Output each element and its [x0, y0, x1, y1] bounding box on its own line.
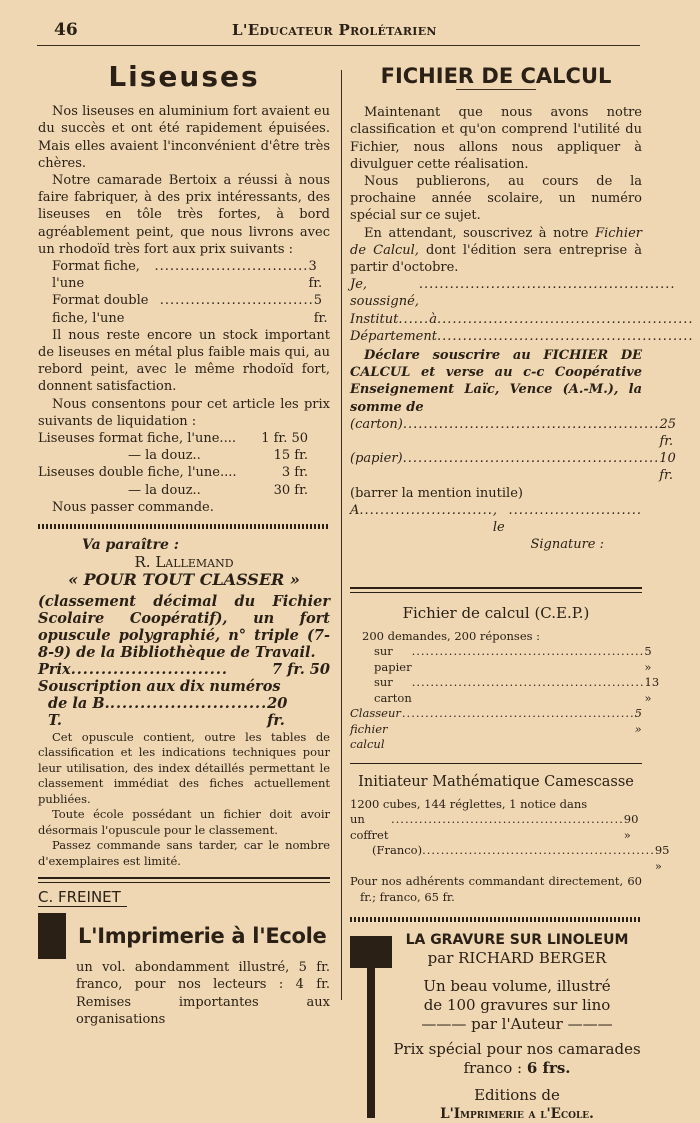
liq-label: — la douz..	[128, 482, 201, 498]
form-label: A	[350, 502, 360, 518]
subs-label: de la B. T.	[48, 695, 110, 730]
item-value: 5 »	[644, 644, 652, 674]
section-divider	[350, 917, 642, 922]
cep-list	[350, 628, 660, 753]
price-row-1	[38, 258, 330, 292]
camescasse-title: Initiateur Mathématique Camescasse	[358, 773, 634, 790]
liq-value: 3 fr.	[281, 465, 308, 481]
camescasse-list	[350, 796, 670, 906]
liq-label: — la douz..	[128, 448, 201, 464]
gravure-title: LA GRAVURE SUR LINOLEUM	[405, 932, 629, 949]
declare-text: Déclare souscrire au FICHIER DE CALCUL et verse au c-c Coopérative Enseignement Laïc, Vence (A.-M.), la somme de	[350, 348, 642, 415]
cep-classeur-row	[350, 706, 642, 753]
dot-leader: ..................................................	[402, 451, 660, 467]
handle-icon	[367, 968, 375, 1118]
text: dont l'édition sera entreprise à partir d'octobre.	[350, 242, 642, 276]
lallemand-title: « POUR TOUT CLASSER »	[68, 570, 300, 590]
liq-label: Liseuses double fiche, l'une....	[38, 465, 237, 481]
item-label: sur carton	[374, 675, 412, 705]
gravure-ad	[350, 932, 642, 1122]
va-paraitre: Va paraître :	[82, 537, 179, 554]
price-label: Prix	[38, 660, 71, 678]
section-divider	[350, 763, 642, 764]
form-label: (carton)	[350, 416, 403, 432]
freinet-title: L'Imprimerie à l'Ecole	[78, 923, 327, 948]
camescasse-coffret-row	[350, 812, 642, 843]
liq-value: 1 fr. 50	[261, 431, 308, 447]
dot-leader: ..................................................	[402, 416, 660, 432]
roller-icon	[350, 936, 392, 968]
dot-leader: ..................................................	[411, 675, 645, 690]
franco-label: franco :	[463, 1058, 523, 1077]
header-rule	[37, 45, 640, 46]
price-label: Format fiche, l'une	[52, 259, 140, 292]
column-divider	[341, 70, 342, 1000]
lallemand-para1: Cet opuscule contient, outre les tables de classification et les indications techniques pour leur utilisation, des index détaillés permettant le classement immédiat des fiches actuellement publiées.	[38, 729, 330, 806]
journal-title: L'Educateur Prolétarien	[232, 21, 437, 39]
lallemand-author: R. Lallemand	[134, 553, 234, 572]
gravure-author: par RICHARD BERGER	[427, 948, 607, 967]
item-label: sur papier	[374, 644, 412, 674]
form-value: 10 fr.	[659, 451, 676, 484]
section-divider	[38, 524, 330, 529]
camescasse-franco-row	[350, 843, 670, 874]
freinet-text: un vol. abondamment illustré, 5 fr. franco, pour nos lecteurs : 4 fr. Remises importantes aux organisations	[76, 960, 330, 1027]
form-je-row	[350, 276, 676, 310]
price-value: 5 fr.	[313, 293, 328, 326]
liquidation-row-3	[38, 464, 330, 481]
form-institut-row	[350, 311, 694, 328]
fichier-title: FICHIER DE CALCUL	[380, 64, 612, 88]
dot-leader: ..........................	[359, 502, 493, 518]
item-value: 95 »	[654, 843, 670, 873]
subscription-label: Souscription aux dix numéros	[38, 677, 281, 695]
form-departement-row	[350, 328, 694, 345]
lallemand-para2: Toute école possédant un fichier doit avoir désormais l'opuscule pour le classement.	[38, 807, 330, 837]
section-divider	[38, 877, 330, 883]
subs-value: 20 fr.	[267, 695, 288, 730]
liquidation-row-1	[38, 430, 330, 447]
dot-leader: ..........................	[508, 502, 642, 518]
liseuses-order: Nous passer commande.	[52, 499, 214, 515]
form-label: Je, soussigné,	[350, 277, 419, 310]
gravure-line3: par l'Auteur	[471, 1014, 563, 1033]
item-value: 90 »	[623, 812, 639, 842]
dot-leader: ..................................................	[422, 843, 655, 858]
fichier-para3	[350, 225, 642, 277]
freinet-author: C. FREINET	[38, 889, 127, 907]
liq-label: Liseuses format fiche, l'une....	[38, 431, 236, 447]
liquidation-row-4	[38, 482, 330, 499]
gravure-emblem	[350, 932, 392, 1122]
title-underline	[456, 89, 536, 90]
item-label: Classeur fichier calcul	[350, 706, 401, 752]
cep-title: Fichier de calcul (C.E.P.)	[402, 604, 590, 623]
form-label: à	[429, 311, 437, 327]
text: En attendant, souscrivez à notre	[364, 225, 596, 241]
dot-leader: ..................................................	[401, 706, 635, 721]
gravure-text	[392, 932, 642, 1122]
gravure-line1: Un beau volume, illustré	[423, 976, 611, 995]
dot-leader: ..................................................	[411, 644, 645, 659]
price-row-2	[38, 292, 330, 326]
form-label: (papier)	[350, 451, 403, 467]
dot-leader: ..................................................	[436, 311, 694, 327]
lallemand-subtitle: (classement décimal du Fichier Scolaire Coopératif), un fort opuscule polygraphié, n° triple (7-8-9) de la Bibliothèque de Travail.	[38, 592, 330, 661]
dot-leader: ..............................	[154, 259, 309, 275]
text: Fichier de Calcul,	[350, 225, 642, 258]
printing-press-icon	[38, 913, 66, 959]
dot-leader: ..................................................	[390, 812, 624, 827]
gravure-franco-row	[392, 1059, 642, 1078]
form-a-le-row	[350, 502, 642, 536]
gravure-editions: Editions de	[474, 1085, 560, 1104]
gravure-line3-row: ——— par l'Auteur ———	[421, 1014, 613, 1033]
carton-row	[350, 416, 676, 450]
dot-leader: ..........................	[109, 695, 268, 713]
section-divider	[350, 587, 642, 593]
gravure-prix: Prix spécial pour nos camarades	[393, 1039, 641, 1058]
franco-value: 6 frs.	[526, 1058, 571, 1077]
price-value: 3 fr.	[308, 259, 323, 292]
liseuses-para2: Notre camarade Bertoix a réussi à nous faire fabriquer, à des prix intéressants, des liseuses en tôle très fortes, à bord agréablement peint, que nous livrons avec un rhodoïd très fort aux prix suivants :	[38, 173, 330, 257]
page-number: 46	[54, 20, 78, 40]
freinet-title-row	[38, 913, 330, 959]
item-label: (Franco)	[372, 843, 423, 858]
item-value: 5 »	[634, 706, 642, 736]
subscription-row	[38, 695, 330, 729]
fichier-para2: Nous publierons, au cours de la prochaine année scolaire, un numéro spécial sur ce sujet.	[350, 174, 642, 224]
left-column	[38, 60, 330, 1028]
form-label: Institut	[350, 311, 399, 327]
cep-line1: 200 demandes, 200 réponses :	[362, 628, 541, 643]
camescasse-adherents: Pour nos adhérents commandant directement, 60 fr.; franco, 65 fr.	[350, 874, 642, 904]
barrer-text: (barrer la mention inutile)	[350, 485, 523, 501]
lallemand-price-row	[38, 661, 330, 678]
dot-leader: ......	[398, 311, 430, 327]
item-value: 13 »	[644, 675, 660, 705]
gravure-editions2: L'Imprimerie a l'Ecole.	[440, 1105, 594, 1122]
price-value: 7 fr. 50	[272, 660, 330, 678]
cep-carton-row	[362, 675, 660, 706]
liseuses-para4: Nous consentons pour cet article les prix suivants de liquidation :	[38, 396, 330, 429]
dot-leader: ..........................	[70, 660, 228, 678]
dot-leader: ..............................	[159, 293, 314, 309]
liseuses-para1: Nos liseuses en aluminium fort avaient eu du succès et ont été rapidement épuisées. Mais elles avaient l'inconvénient d'être très chères.	[38, 104, 330, 171]
price-label: Format double fiche, l'une	[52, 293, 149, 326]
liquidation-row-2	[38, 447, 330, 464]
dot-leader: ..................................................	[418, 277, 676, 293]
cep-papier-row	[362, 644, 652, 675]
signature-label: Signature :	[530, 537, 604, 553]
fichier-para1: Maintenant que nous avons notre classification et qu'on comprend l'utilité du Fichier, nous allons nous appliquer à divulguer cette réalisation.	[350, 105, 642, 172]
form-label: Département	[350, 328, 437, 344]
item-label: un coffret	[350, 812, 389, 842]
papier-row	[350, 450, 676, 484]
form-label: , le	[492, 502, 505, 536]
form-value: 25 fr.	[659, 416, 676, 450]
dot-leader: ..................................................	[436, 328, 694, 344]
liq-value: 15 fr.	[273, 448, 308, 464]
gravure-line2: de 100 gravures sur lino	[423, 995, 611, 1014]
lallemand-para3: Passez commande sans tarder, car le nombre d'exemplaires est limité.	[38, 838, 330, 868]
camescasse-line1: 1200 cubes, 144 réglettes, 1 notice dans	[350, 796, 588, 811]
right-column	[350, 64, 694, 1123]
liq-value: 30 fr.	[273, 482, 308, 498]
liseuses-title: Liseuses	[108, 60, 260, 93]
liseuses-para3: Il nous reste encore un stock important de liseuses en métal plus faible mais qui, au rebord peint, avec le même rhodoïd fort, donnent satisfaction.	[38, 327, 330, 395]
